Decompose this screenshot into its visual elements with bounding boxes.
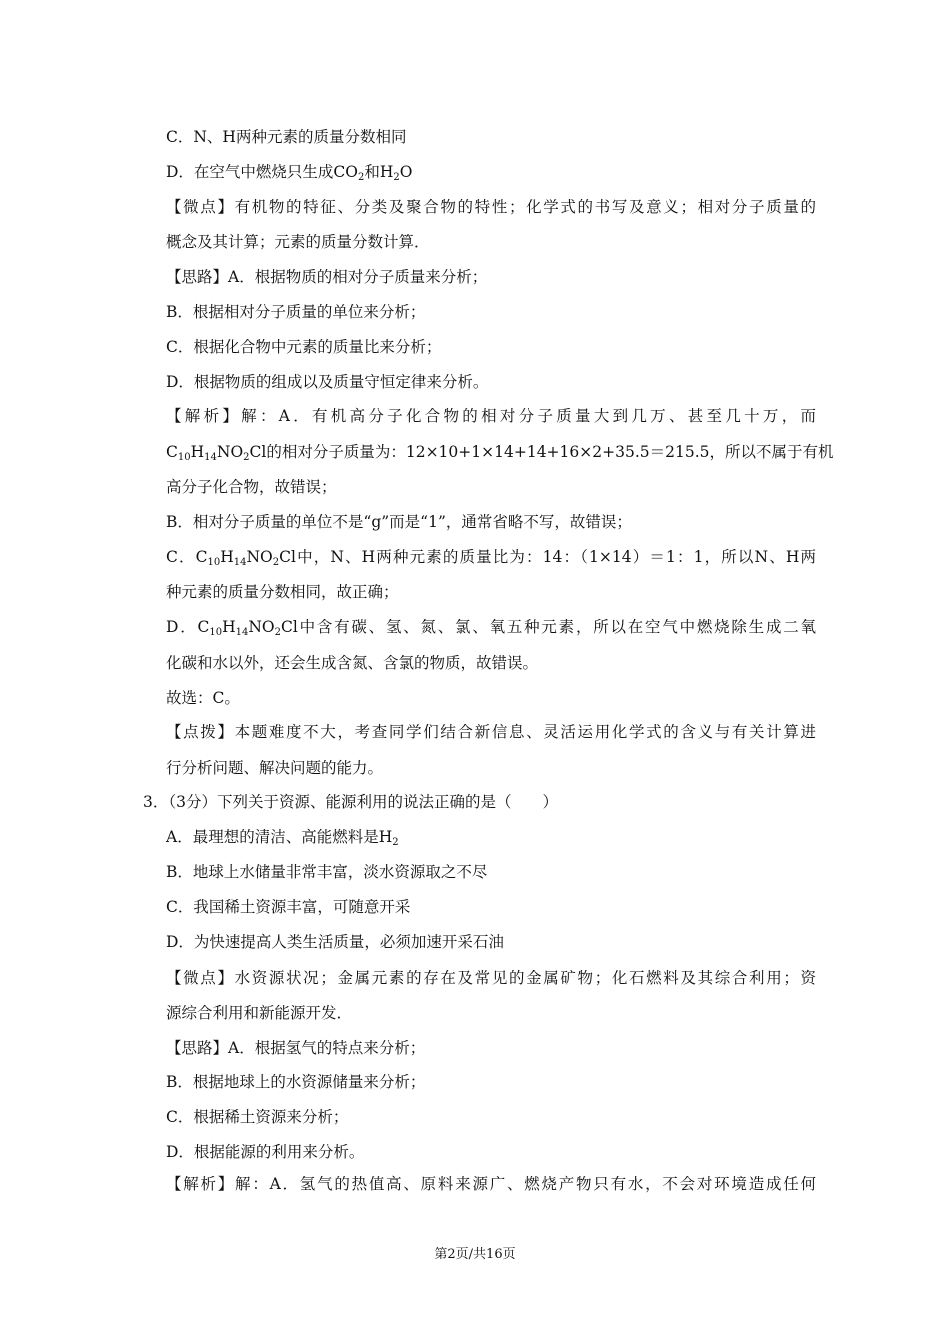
analysis-c: C．$C_{10}H_{14}NO_2Cl$中，N、H两种元素的质量比为：14：（1×14）＝1：1，所以N、H两 [166,548,816,568]
option-d: D．为快速提高人类生活质量，必须加速开采石油 [166,933,504,951]
comment: 【点拨】本题难度不大，考查同学们结合新信息、灵活运用化学式的含义与有关计算进 [166,723,816,741]
analysis-b: B．相对分子质量的单位不是“g”而是“1”，通常省略不写，故错误； [166,513,632,531]
option-a: A．最理想的清洁、高能燃料是$H_2$ [166,828,399,848]
analysis-c-cont: 种元素的质量分数相同，故正确； [166,583,399,601]
approach: 【思路】A．根据氢气的特点来分析； [166,1039,426,1057]
page-footer: 第2页/共16页 [434,1247,516,1262]
option-c: C．N、H两种元素的质量分数相同 [166,128,407,146]
analysis-d: D．$C_{10}H_{14}NO_2Cl$中含有碳、氢、氮、氯、氧五种元素，所以在空气中燃烧除生成二氧 [166,618,816,638]
analysis-d-cont: 化碳和水以外，还会生成含氮、含氯的物质，故错误。 [166,654,539,672]
comment-cont: 行分析问题、解决问题的能力。 [166,759,384,777]
micro-point: 【微点】有机物的特征、分类及聚合物的特性；化学式的书写及意义；相对分子质量的 [166,198,816,216]
micro-point-cont: 概念及其计算；元素的质量分数计算． [166,233,430,251]
answer: 故选：C。 [166,689,240,707]
option-c: C．我国稀土资源丰富，可随意开采 [166,898,411,916]
approach: 【思路】A．根据物质的相对分子质量来分析； [166,268,488,286]
option-d: D．在空气中燃烧只生成$CO_2$和$H_2O$ [166,163,413,183]
approach-c: C．根据稀土资源来分析； [166,1108,349,1126]
approach-b: B．根据相对分子质量的单位来分析； [166,303,426,321]
approach-d: D．根据物质的组成以及质量守恒定律来分析。 [166,373,489,391]
micro-point-cont: 源综合利用和新能源开发． [166,1004,353,1022]
analysis: 【解析】解：A．有机高分子化合物的相对分子质量大到几万、甚至几十万，而 [166,407,816,425]
approach-b: B．根据地球上的水资源储量来分析； [166,1073,426,1091]
analysis: 【解析】解：A．氢气的热值高、原料来源广、燃烧产物只有水，不会对环境造成任何 [166,1175,816,1193]
question-3: 3．（3分）下列关于资源、能源利用的说法正确的是（ ） [143,793,558,811]
option-b: B．地球上水储量非常丰富，淡水资源取之不尽 [166,863,488,881]
analysis-cont: $C_{10}H_{14}NO_2Cl$的相对分子质量为：12×10+1×14+14+16×2+35.5＝215.5，所以不属于有机 [166,443,834,463]
micro-point: 【微点】水资源状况；金属元素的存在及常见的金属矿物；化石燃料及其综合利用；资 [166,969,816,987]
approach-c: C．根据化合物中元素的质量比来分析； [166,338,442,356]
approach-d: D．根据能源的利用来分析。 [166,1143,365,1161]
analysis-cont: 高分子化合物，故错误； [166,478,337,496]
